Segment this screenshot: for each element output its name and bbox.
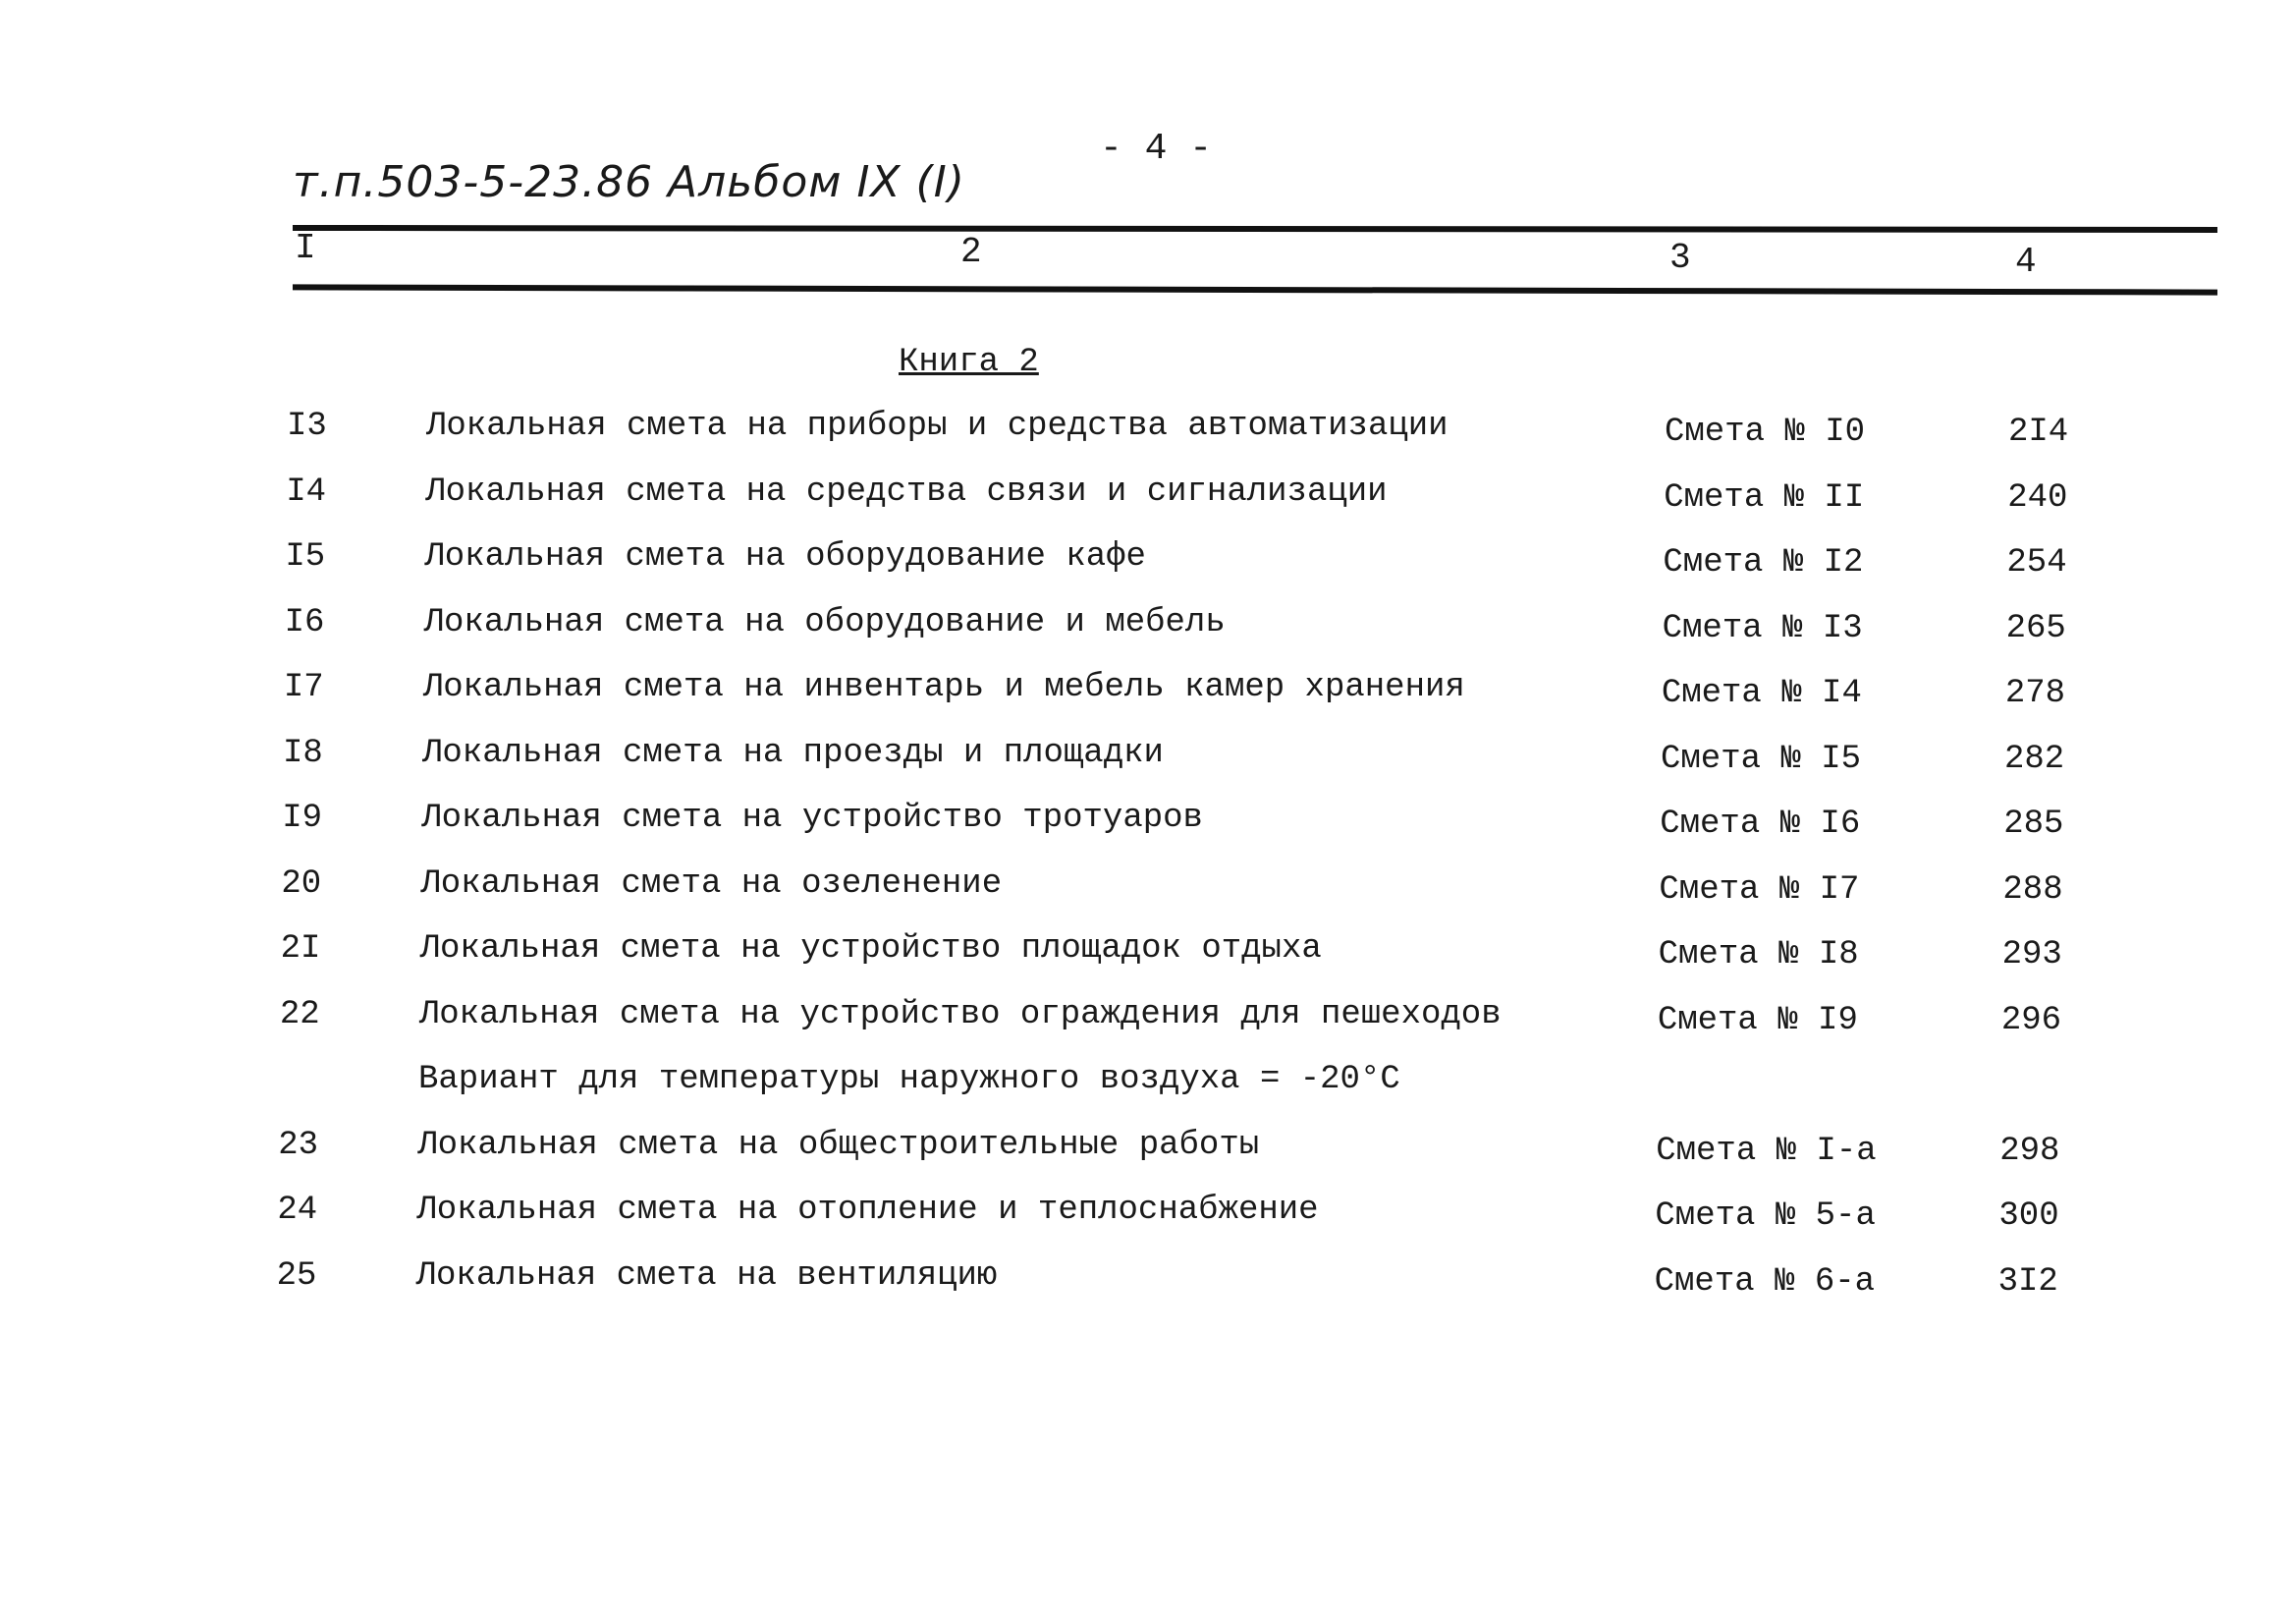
row-estimate: Смета № I3 xyxy=(1662,609,1863,647)
row-number: 23 xyxy=(278,1126,319,1164)
row-title: Локальная смета на средства связи и сигнализации xyxy=(425,473,1388,511)
row-title: Локальная смета на вентиляцию xyxy=(415,1256,998,1295)
row-estimate: Смета № I9 xyxy=(1657,1001,1858,1039)
row-number: I9 xyxy=(282,800,323,837)
row-title: Локальная смета на оборудование и мебель xyxy=(423,603,1226,641)
row-number: 24 xyxy=(277,1192,318,1229)
column-header-1: I xyxy=(295,228,316,268)
row-page: 282 xyxy=(2004,740,2065,778)
row-estimate: Смета № 5-а xyxy=(1655,1197,1876,1235)
row-page: 293 xyxy=(2001,936,2062,973)
row-page: 2I4 xyxy=(2008,414,2069,451)
table-row xyxy=(0,473,2295,532)
table-row xyxy=(0,1192,2286,1251)
row-page: 300 xyxy=(1998,1197,2059,1235)
row-title: Локальная смета на устройство ограждения для пешеходов xyxy=(418,995,1502,1033)
table-row xyxy=(0,1257,2286,1316)
column-header-2: 2 xyxy=(960,232,982,272)
row-title: Локальная смета на общестроительные работы xyxy=(417,1126,1260,1164)
row-estimate: Смета № 6-а xyxy=(1654,1262,1876,1301)
table-row xyxy=(0,604,2294,663)
row-number: 22 xyxy=(279,995,320,1033)
table-row xyxy=(0,930,2290,989)
row-page: 278 xyxy=(2004,675,2066,712)
row-number: 20 xyxy=(281,864,322,903)
row-page: 265 xyxy=(2005,609,2066,647)
row-number: 2I xyxy=(280,930,321,968)
column-header-3: 3 xyxy=(1669,238,1691,278)
row-title: Локальная смета на устройство площадок отдыха xyxy=(419,930,1322,968)
row-page: 288 xyxy=(2002,870,2063,909)
row-estimate: Смета № I5 xyxy=(1661,740,1862,778)
row-number: 25 xyxy=(276,1256,317,1295)
row-title: Вариант для температуры наружного воздуха = -20°C xyxy=(418,1061,1400,1098)
row-title: Локальная смета на оборудование кафе xyxy=(424,538,1146,576)
header-rule-bottom xyxy=(293,284,2217,295)
header-rule-top xyxy=(293,225,2217,233)
table-row xyxy=(0,1061,2288,1120)
row-number: I7 xyxy=(283,669,324,706)
table-row xyxy=(0,408,2296,467)
document-title: т.п.503-5-23.86 Альбом IX (I) xyxy=(293,157,965,207)
row-estimate: Смета № I-а xyxy=(1656,1132,1877,1170)
table-row xyxy=(0,538,2294,597)
table-row xyxy=(0,996,2289,1055)
row-page: 254 xyxy=(2006,544,2067,582)
row-page: 298 xyxy=(1999,1132,2060,1170)
page-number: - 4 - xyxy=(1100,128,1213,170)
row-number: I8 xyxy=(283,734,323,772)
row-title: Локальная смета на проезды и площадки xyxy=(422,734,1164,772)
row-estimate: Смета № I7 xyxy=(1659,870,1860,909)
row-page: 285 xyxy=(2003,806,2064,843)
table-row xyxy=(0,735,2292,794)
row-title: Локальная смета на устройство тротуаров xyxy=(421,800,1203,837)
section-title: Книга 2 xyxy=(899,344,1039,381)
table-row xyxy=(0,865,2290,924)
column-header-4: 4 xyxy=(2015,242,2037,282)
row-page: 3I2 xyxy=(1997,1262,2058,1301)
row-estimate: Смета № I2 xyxy=(1663,544,1864,582)
row-title: Локальная смета на отопление и теплоснабжение xyxy=(416,1192,1319,1229)
row-page: 240 xyxy=(2007,478,2068,517)
row-title: Локальная смета на инвентарь и мебель камер хранения xyxy=(422,669,1465,706)
table-row xyxy=(0,800,2291,859)
row-title: Локальная смета на приборы и средства автоматизации xyxy=(426,408,1449,445)
table-row xyxy=(0,669,2293,728)
row-estimate: Смета № II xyxy=(1664,478,1865,517)
row-estimate: Смета № I4 xyxy=(1661,675,1862,712)
row-number: I4 xyxy=(286,473,327,511)
row-estimate: Смета № I0 xyxy=(1665,414,1866,451)
table-row xyxy=(0,1127,2287,1186)
row-estimate: Смета № I8 xyxy=(1658,936,1859,973)
row-title: Локальная смета на озеленение xyxy=(420,864,1003,903)
row-estimate: Смета № I6 xyxy=(1660,806,1861,843)
row-number: I3 xyxy=(287,408,327,445)
row-number: I6 xyxy=(284,603,325,641)
row-number: I5 xyxy=(285,538,326,576)
row-page: 296 xyxy=(2000,1001,2062,1039)
